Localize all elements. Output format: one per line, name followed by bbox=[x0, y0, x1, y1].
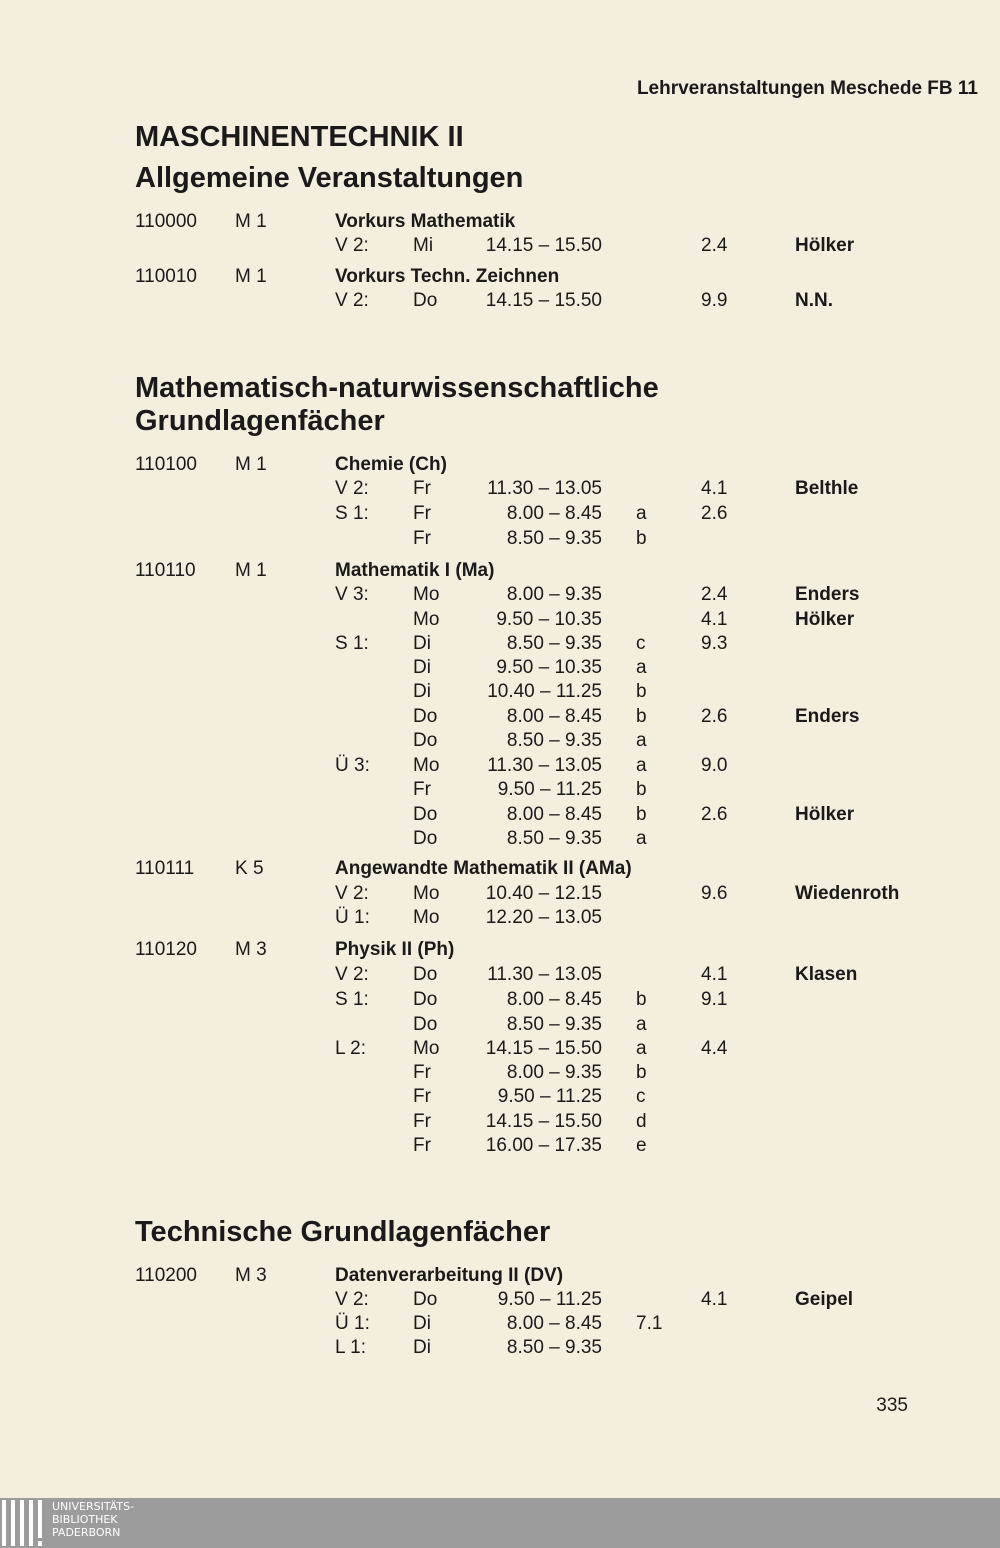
session-type: V 2: bbox=[335, 964, 369, 985]
session-group: b bbox=[636, 706, 647, 727]
session-room: 9.0 bbox=[701, 755, 728, 776]
session-time: 14.15 – 15.50 bbox=[485, 1111, 602, 1132]
session-day: Mo bbox=[413, 609, 440, 630]
session-type: V 2: bbox=[335, 883, 369, 904]
session-group: e bbox=[636, 1135, 647, 1156]
session-day: Mo bbox=[413, 584, 440, 605]
session-day: Fr bbox=[413, 528, 431, 549]
session-group: a bbox=[636, 503, 647, 524]
session-group: b bbox=[636, 779, 647, 800]
session-time: 8.50 – 9.35 bbox=[506, 828, 602, 849]
session-time: 8.00 – 8.45 bbox=[506, 503, 602, 524]
session-group: a bbox=[636, 828, 647, 849]
session-day: Do bbox=[413, 1289, 438, 1310]
session-room: 4.1 bbox=[701, 964, 728, 985]
session-group: a bbox=[636, 1014, 647, 1035]
session-day: Do bbox=[413, 730, 438, 751]
course-code: M 3 bbox=[235, 1265, 267, 1286]
course-number: 110110 bbox=[135, 560, 196, 581]
session-row bbox=[0, 1061, 1000, 1085]
session-group: a bbox=[636, 755, 647, 776]
session-row bbox=[0, 1134, 1000, 1158]
session-row bbox=[0, 1336, 1000, 1360]
session-time: 11.30 – 13.05 bbox=[487, 478, 602, 499]
session-day: Fr bbox=[413, 1111, 431, 1132]
session-type: V 2: bbox=[335, 290, 369, 311]
course-title: Chemie (Ch) bbox=[335, 454, 447, 475]
course-title: Vorkurs Mathematik bbox=[335, 211, 516, 232]
section-heading-science-line2: Grundlagenfächer bbox=[135, 405, 385, 437]
session-row bbox=[0, 632, 1000, 656]
session-room: 2.4 bbox=[701, 584, 728, 605]
course-row bbox=[0, 857, 1000, 881]
session-row bbox=[0, 289, 1000, 313]
session-room: 4.1 bbox=[701, 1289, 728, 1310]
session-day: Mo bbox=[413, 755, 440, 776]
session-row bbox=[0, 705, 1000, 729]
session-group: a bbox=[636, 1038, 647, 1059]
session-day: Do bbox=[413, 1014, 438, 1035]
course-row bbox=[0, 210, 1000, 234]
session-type: Ü 1: bbox=[335, 1313, 370, 1334]
session-time: 12.20 – 13.05 bbox=[485, 907, 602, 928]
session-time: 8.50 – 9.35 bbox=[506, 730, 602, 751]
session-type: L 1: bbox=[335, 1337, 366, 1358]
course-title: Datenverarbeitung II (DV) bbox=[335, 1265, 564, 1286]
session-group: 7.1 bbox=[636, 1313, 663, 1334]
session-type: V 2: bbox=[335, 235, 369, 256]
session-day: Do bbox=[413, 828, 438, 849]
session-group: a bbox=[636, 730, 647, 751]
session-row bbox=[0, 1037, 1000, 1061]
session-time: 10.40 – 12.15 bbox=[485, 883, 602, 904]
session-lecturer: Enders bbox=[795, 584, 860, 605]
course-title: Physik II (Ph) bbox=[335, 939, 455, 960]
session-time: 8.50 – 9.35 bbox=[506, 633, 602, 654]
session-room: 4.4 bbox=[701, 1038, 728, 1059]
session-day: Do bbox=[413, 804, 438, 825]
session-lecturer: Klasen bbox=[795, 964, 858, 985]
session-row bbox=[0, 803, 1000, 827]
library-footer-bar bbox=[0, 1498, 1000, 1548]
session-row bbox=[0, 754, 1000, 778]
session-day: Fr bbox=[413, 1135, 431, 1156]
session-day: Do bbox=[413, 290, 438, 311]
course-number: 110111 bbox=[135, 858, 195, 879]
session-type: V 3: bbox=[335, 584, 369, 605]
session-group: b bbox=[636, 804, 647, 825]
session-group: a bbox=[636, 657, 647, 678]
course-code: M 1 bbox=[235, 454, 267, 475]
course-code: K 5 bbox=[235, 858, 264, 879]
session-time: 9.50 – 11.25 bbox=[497, 1086, 602, 1107]
session-row bbox=[0, 778, 1000, 802]
session-time: 8.00 – 9.35 bbox=[506, 1062, 602, 1083]
session-time: 11.30 – 13.05 bbox=[487, 964, 602, 985]
course-row bbox=[0, 938, 1000, 962]
session-type: S 1: bbox=[335, 989, 369, 1010]
session-day: Di bbox=[413, 1313, 431, 1334]
session-day: Mo bbox=[413, 1038, 440, 1059]
running-head: Lehrveranstaltungen Meschede FB 11 bbox=[636, 78, 978, 99]
session-time: 8.00 – 9.35 bbox=[506, 584, 602, 605]
session-day: Do bbox=[413, 989, 438, 1010]
session-row bbox=[0, 882, 1000, 906]
session-type: S 1: bbox=[335, 633, 369, 654]
session-day: Mo bbox=[413, 907, 440, 928]
course-number: 110120 bbox=[135, 939, 197, 960]
session-room: 4.1 bbox=[701, 478, 728, 499]
session-type: V 2: bbox=[335, 478, 369, 499]
session-day: Fr bbox=[413, 1086, 431, 1107]
library-name-line: BIBLIOTHEK bbox=[52, 1513, 118, 1526]
section-heading-science-line1: Mathematisch-naturwissenschaftliche bbox=[135, 372, 659, 404]
session-room: 2.6 bbox=[701, 804, 728, 825]
session-group: c bbox=[636, 1086, 646, 1107]
session-row bbox=[0, 502, 1000, 526]
session-day: Fr bbox=[413, 779, 431, 800]
session-room: 9.1 bbox=[701, 989, 728, 1010]
course-title: Vorkurs Techn. Zeichnen bbox=[335, 266, 560, 287]
session-day: Di bbox=[413, 633, 431, 654]
course-title: Mathematik I (Ma) bbox=[335, 560, 495, 581]
session-time: 8.00 – 8.45 bbox=[506, 706, 602, 727]
session-row bbox=[0, 827, 1000, 851]
session-time: 9.50 – 10.35 bbox=[496, 657, 602, 678]
session-day: Fr bbox=[413, 503, 431, 524]
course-row bbox=[0, 453, 1000, 477]
session-group: b bbox=[636, 528, 647, 549]
session-group: b bbox=[636, 681, 647, 702]
session-time: 8.50 – 9.35 bbox=[506, 528, 602, 549]
session-row bbox=[0, 608, 1000, 632]
session-lecturer: Wiedenroth bbox=[795, 883, 900, 904]
course-title: Angewandte Mathematik II (AMa) bbox=[335, 858, 632, 879]
session-row bbox=[0, 477, 1000, 501]
main-title: MASCHINENTECHNIK II bbox=[135, 121, 464, 153]
session-lecturer: Enders bbox=[795, 706, 860, 727]
session-type: L 2: bbox=[335, 1038, 366, 1059]
session-row bbox=[0, 1312, 1000, 1336]
course-row bbox=[0, 1264, 1000, 1288]
course-code: M 1 bbox=[235, 266, 267, 287]
session-room: 4.1 bbox=[701, 609, 728, 630]
library-logo-icon bbox=[2, 1498, 46, 1548]
section-heading-general: Allgemeine Veranstaltungen bbox=[135, 162, 524, 194]
session-row bbox=[0, 1013, 1000, 1037]
session-time: 9.50 – 10.35 bbox=[496, 609, 602, 630]
session-row bbox=[0, 656, 1000, 680]
session-time: 14.15 – 15.50 bbox=[485, 235, 602, 256]
library-name-line: PADERBORN bbox=[52, 1526, 121, 1539]
session-time: 8.00 – 8.45 bbox=[506, 1313, 602, 1334]
session-day: Fr bbox=[413, 478, 431, 499]
course-number: 110100 bbox=[135, 454, 197, 475]
library-name-line: UNIVERSITÄTS- bbox=[52, 1500, 135, 1513]
session-time: 14.15 – 15.50 bbox=[485, 1038, 602, 1059]
library-name bbox=[52, 1500, 134, 1539]
session-row bbox=[0, 1110, 1000, 1134]
session-row bbox=[0, 906, 1000, 930]
session-day: Mo bbox=[413, 883, 440, 904]
session-group: d bbox=[636, 1111, 647, 1132]
session-day: Do bbox=[413, 964, 438, 985]
session-row bbox=[0, 729, 1000, 753]
course-row bbox=[0, 559, 1000, 583]
session-room: 9.3 bbox=[701, 633, 728, 654]
course-number: 110200 bbox=[135, 1265, 197, 1286]
session-lecturer: N.N. bbox=[795, 290, 833, 311]
session-room: 2.4 bbox=[701, 235, 728, 256]
session-group: c bbox=[636, 633, 646, 654]
session-time: 14.15 – 15.50 bbox=[485, 290, 602, 311]
course-code: M 3 bbox=[235, 939, 267, 960]
session-row bbox=[0, 527, 1000, 551]
course-code: M 1 bbox=[235, 211, 267, 232]
course-number: 110000 bbox=[135, 211, 197, 232]
page-number: 335 bbox=[876, 1395, 908, 1416]
session-room: 2.6 bbox=[701, 503, 728, 524]
session-group: b bbox=[636, 989, 647, 1010]
session-row bbox=[0, 963, 1000, 987]
session-room: 9.9 bbox=[701, 290, 728, 311]
session-row bbox=[0, 988, 1000, 1012]
session-day: Di bbox=[413, 1337, 431, 1358]
session-lecturer: Hölker bbox=[795, 235, 855, 256]
session-day: Fr bbox=[413, 1062, 431, 1083]
session-time: 8.00 – 8.45 bbox=[506, 804, 602, 825]
session-time: 8.50 – 9.35 bbox=[506, 1014, 602, 1035]
session-row bbox=[0, 1288, 1000, 1312]
session-day: Di bbox=[413, 681, 431, 702]
session-room: 2.6 bbox=[701, 706, 728, 727]
session-row bbox=[0, 583, 1000, 607]
course-number: 110010 bbox=[135, 266, 197, 287]
session-lecturer: Belthle bbox=[795, 478, 859, 499]
session-room: 9.6 bbox=[701, 883, 728, 904]
session-row bbox=[0, 234, 1000, 258]
session-type: V 2: bbox=[335, 1289, 369, 1310]
session-time: 16.00 – 17.35 bbox=[485, 1135, 602, 1156]
session-time: 9.50 – 11.25 bbox=[497, 1289, 602, 1310]
session-lecturer: Hölker bbox=[795, 609, 855, 630]
session-day: Mi bbox=[413, 235, 434, 256]
session-day: Di bbox=[413, 657, 431, 678]
course-row bbox=[0, 265, 1000, 289]
session-time: 9.50 – 11.25 bbox=[497, 779, 602, 800]
session-row bbox=[0, 1085, 1000, 1109]
session-time: 8.50 – 9.35 bbox=[506, 1337, 602, 1358]
session-group: b bbox=[636, 1062, 647, 1083]
course-code: M 1 bbox=[235, 560, 267, 581]
session-time: 11.30 – 13.05 bbox=[487, 755, 602, 776]
session-lecturer: Hölker bbox=[795, 804, 855, 825]
session-row bbox=[0, 680, 1000, 704]
session-time: 8.00 – 8.45 bbox=[506, 989, 602, 1010]
section-heading-technical: Technische Grundlagenfächer bbox=[135, 1216, 551, 1248]
session-day: Do bbox=[413, 706, 438, 727]
session-type: Ü 3: bbox=[335, 755, 370, 776]
session-lecturer: Geipel bbox=[795, 1289, 854, 1310]
session-type: S 1: bbox=[335, 503, 369, 524]
session-time: 10.40 – 11.25 bbox=[487, 681, 602, 702]
session-type: Ü 1: bbox=[335, 907, 370, 928]
